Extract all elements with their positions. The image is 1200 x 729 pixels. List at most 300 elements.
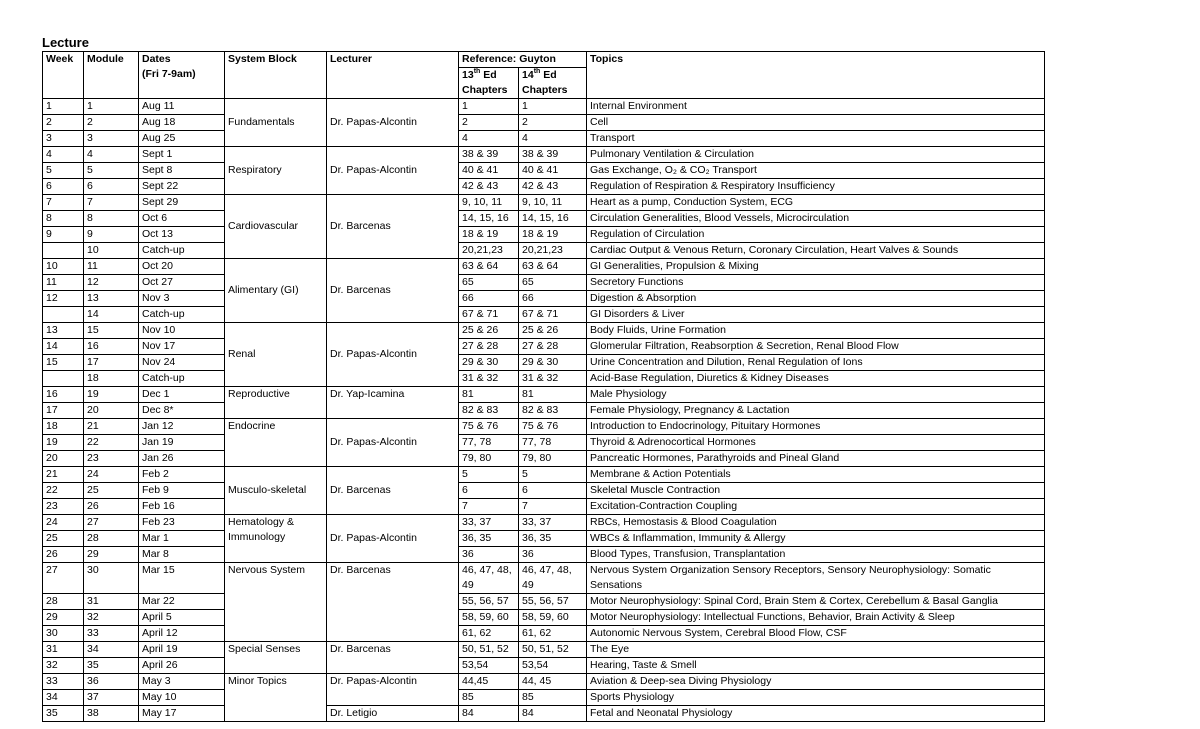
- cell-system-block: Minor Topics: [225, 674, 327, 722]
- cell-ch14: 36, 35: [519, 531, 587, 547]
- cell-lecturer: Dr. Papas-Alcontin: [327, 99, 459, 147]
- cell-ch14: 55, 56, 57: [519, 594, 587, 610]
- cell-system-block: Cardiovascular: [225, 195, 327, 259]
- cell-ch14: 75 & 76: [519, 419, 587, 435]
- table-row: [43, 179, 1045, 195]
- cell-date: Jan 12: [139, 419, 225, 435]
- cell-date: April 19: [139, 642, 225, 658]
- cell-ch14: 84: [519, 706, 587, 722]
- cell-week: [43, 243, 84, 259]
- table-row: [43, 115, 1045, 131]
- cell-ch13: 6: [459, 483, 519, 499]
- cell-lecturer: Dr. Barcenas: [327, 467, 459, 515]
- cell-lecturer: Dr. Letigio: [327, 706, 459, 722]
- cell-module: 35: [84, 658, 139, 674]
- cell-ch13: 53,54: [459, 658, 519, 674]
- cell-week: 21: [43, 467, 84, 483]
- cell-ch14: 20,21,23: [519, 243, 587, 259]
- table-row: [43, 690, 1045, 706]
- cell-ch13: 25 & 26: [459, 323, 519, 339]
- cell-system-block: Reproductive: [225, 387, 327, 419]
- cell-module: 7: [84, 195, 139, 211]
- cell-ch13: 66: [459, 291, 519, 307]
- table-row: [43, 626, 1045, 642]
- cell-lecturer: Dr. Barcenas: [327, 195, 459, 259]
- cell-date: Mar 8: [139, 547, 225, 563]
- header-14th-ed: 14th Ed: [519, 68, 587, 84]
- cell-module: 24: [84, 467, 139, 483]
- cell-module: 32: [84, 610, 139, 626]
- table-row: [43, 451, 1045, 467]
- cell-date: Feb 9: [139, 483, 225, 499]
- table-row: [43, 658, 1045, 674]
- cell-date: Oct 20: [139, 259, 225, 275]
- cell-module: 18: [84, 371, 139, 387]
- schedule-body: [43, 99, 1045, 722]
- cell-date: Aug 25: [139, 131, 225, 147]
- cell-ch13: 42 & 43: [459, 179, 519, 195]
- cell-ch14: 2: [519, 115, 587, 131]
- cell-week: 24: [43, 515, 84, 531]
- cell-system-block: Alimentary (GI): [225, 259, 327, 323]
- cell-topic: Pulmonary Ventilation & Circulation: [587, 147, 1045, 163]
- cell-topic: Autonomic Nervous System, Cerebral Blood Flow, CSF: [587, 626, 1045, 642]
- cell-module: 10: [84, 243, 139, 259]
- cell-system-block: Musculo-skeletal: [225, 467, 327, 515]
- table-row: [43, 674, 1045, 690]
- cell-lecturer: Dr. Papas-Alcontin: [327, 674, 459, 706]
- cell-topic: Regulation of Respiration & Respiratory Insufficiency: [587, 179, 1045, 195]
- cell-date: Aug 11: [139, 99, 225, 115]
- cell-module: 30: [84, 563, 139, 594]
- cell-ch14: 5: [519, 467, 587, 483]
- table-row: [43, 323, 1045, 339]
- page-title: Lecture: [42, 35, 89, 50]
- cell-module: 15: [84, 323, 139, 339]
- cell-module: 13: [84, 291, 139, 307]
- cell-date: Mar 22: [139, 594, 225, 610]
- cell-ch13: 38 & 39: [459, 147, 519, 163]
- cell-topic: Regulation of Circulation: [587, 227, 1045, 243]
- cell-week: 20: [43, 451, 84, 467]
- cell-topic: Cell: [587, 115, 1045, 131]
- table-row: [43, 195, 1045, 211]
- header-dates: [139, 52, 225, 99]
- cell-ch14: 82 & 83: [519, 403, 587, 419]
- cell-week: 5: [43, 163, 84, 179]
- cell-date: Oct 27: [139, 275, 225, 291]
- cell-week: 22: [43, 483, 84, 499]
- table-row: [43, 594, 1045, 610]
- cell-ch13: 75 & 76: [459, 419, 519, 435]
- cell-week: 4: [43, 147, 84, 163]
- cell-ch14: 67 & 71: [519, 307, 587, 323]
- cell-topic: Excitation-Contraction Coupling: [587, 499, 1045, 515]
- cell-date: Jan 26: [139, 451, 225, 467]
- cell-ch14: 29 & 30: [519, 355, 587, 371]
- cell-topic: Sports Physiology: [587, 690, 1045, 706]
- cell-ch13: 46, 47, 48, 49: [459, 563, 519, 594]
- cell-system-block: Special Senses: [225, 642, 327, 674]
- cell-week: 30: [43, 626, 84, 642]
- cell-week: 2: [43, 115, 84, 131]
- cell-ch14: 44, 45: [519, 674, 587, 690]
- cell-date: Aug 18: [139, 115, 225, 131]
- cell-lecturer: Dr. Papas-Alcontin: [327, 419, 459, 467]
- cell-topic: WBCs & Inflammation, Immunity & Allergy: [587, 531, 1045, 547]
- header-dates-label: Dates: [142, 53, 171, 65]
- cell-ch14: 33, 37: [519, 515, 587, 531]
- table-row: [43, 499, 1045, 515]
- cell-system-block: Fundamentals: [225, 99, 327, 147]
- cell-lecturer: Dr. Papas-Alcontin: [327, 515, 459, 563]
- cell-topic: Skeletal Muscle Contraction: [587, 483, 1045, 499]
- cell-ch14: 36: [519, 547, 587, 563]
- cell-date: April 5: [139, 610, 225, 626]
- cell-module: 33: [84, 626, 139, 642]
- cell-ch13: 14, 15, 16: [459, 211, 519, 227]
- cell-week: 3: [43, 131, 84, 147]
- cell-ch14: 1: [519, 99, 587, 115]
- cell-week: 16: [43, 387, 84, 403]
- cell-ch13: 58, 59, 60: [459, 610, 519, 626]
- cell-week: 23: [43, 499, 84, 515]
- header-14th-chapters: Chapters: [519, 83, 587, 99]
- cell-module: 22: [84, 435, 139, 451]
- cell-topic: Circulation Generalities, Blood Vessels, Microcirculation: [587, 211, 1045, 227]
- cell-ch14: 27 & 28: [519, 339, 587, 355]
- cell-week: 25: [43, 531, 84, 547]
- cell-module: 11: [84, 259, 139, 275]
- cell-ch14: 31 & 32: [519, 371, 587, 387]
- cell-week: 6: [43, 179, 84, 195]
- cell-date: April 12: [139, 626, 225, 642]
- cell-topic: Glomerular Filtration, Reabsorption & Secretion, Renal Blood Flow: [587, 339, 1045, 355]
- cell-date: May 10: [139, 690, 225, 706]
- cell-module: 21: [84, 419, 139, 435]
- cell-module: 34: [84, 642, 139, 658]
- table-row: [43, 435, 1045, 451]
- cell-ch13: 5: [459, 467, 519, 483]
- cell-date: Catch-up: [139, 371, 225, 387]
- cell-week: 19: [43, 435, 84, 451]
- cell-topic: Cardiac Output & Venous Return, Coronary Circulation, Heart Valves & Sounds: [587, 243, 1045, 259]
- cell-module: 25: [84, 483, 139, 499]
- cell-week: 11: [43, 275, 84, 291]
- cell-date: Mar 1: [139, 531, 225, 547]
- cell-topic: GI Generalities, Propulsion & Mixing: [587, 259, 1045, 275]
- cell-ch13: 33, 37: [459, 515, 519, 531]
- table-row: [43, 147, 1045, 163]
- cell-week: 12: [43, 291, 84, 307]
- cell-system-block: Respiratory: [225, 147, 327, 195]
- cell-lecturer: Dr. Yap-Icamina: [327, 387, 459, 419]
- cell-ch13: 2: [459, 115, 519, 131]
- cell-ch14: 9, 10, 11: [519, 195, 587, 211]
- cell-module: 8: [84, 211, 139, 227]
- table-row: [43, 419, 1045, 435]
- cell-ch13: 9, 10, 11: [459, 195, 519, 211]
- cell-topic: GI Disorders & Liver: [587, 307, 1045, 323]
- table-row: [43, 371, 1045, 387]
- cell-lecturer: Dr. Papas-Alcontin: [327, 147, 459, 195]
- header-week: Week: [43, 52, 84, 99]
- cell-topic: Transport: [587, 131, 1045, 147]
- cell-ch13: 84: [459, 706, 519, 722]
- cell-ch13: 18 & 19: [459, 227, 519, 243]
- header-lecturer: Lecturer: [327, 52, 459, 99]
- table-row: [43, 275, 1045, 291]
- cell-topic: The Eye: [587, 642, 1045, 658]
- table-row: [43, 227, 1045, 243]
- cell-date: Nov 3: [139, 291, 225, 307]
- cell-week: 8: [43, 211, 84, 227]
- cell-ch13: 65: [459, 275, 519, 291]
- table-row: [43, 211, 1045, 227]
- cell-topic: Pancreatic Hormones, Parathyroids and Pineal Gland: [587, 451, 1045, 467]
- cell-module: 23: [84, 451, 139, 467]
- cell-module: 12: [84, 275, 139, 291]
- cell-ch14: 65: [519, 275, 587, 291]
- cell-date: Nov 24: [139, 355, 225, 371]
- cell-ch13: 29 & 30: [459, 355, 519, 371]
- cell-ch13: 7: [459, 499, 519, 515]
- cell-week: 28: [43, 594, 84, 610]
- cell-week: 14: [43, 339, 84, 355]
- cell-date: Dec 1: [139, 387, 225, 403]
- cell-module: 29: [84, 547, 139, 563]
- cell-date: April 26: [139, 658, 225, 674]
- cell-module: 14: [84, 307, 139, 323]
- cell-week: 17: [43, 403, 84, 419]
- cell-module: 27: [84, 515, 139, 531]
- cell-ch14: 18 & 19: [519, 227, 587, 243]
- cell-ch13: 1: [459, 99, 519, 115]
- table-row: [43, 291, 1045, 307]
- cell-topic: Motor Neurophysiology: Spinal Cord, Brain Stem & Cortex, Cerebellum & Basal Ganglia: [587, 594, 1045, 610]
- cell-topic: Aviation & Deep-sea Diving Physiology: [587, 674, 1045, 690]
- cell-ch14: 77, 78: [519, 435, 587, 451]
- cell-ch13: 36: [459, 547, 519, 563]
- cell-week: 18: [43, 419, 84, 435]
- cell-date: Feb 16: [139, 499, 225, 515]
- cell-system-block: Renal: [225, 323, 327, 387]
- cell-lecturer: Dr. Barcenas: [327, 563, 459, 642]
- table-row: [43, 243, 1045, 259]
- table-row: [43, 610, 1045, 626]
- cell-date: May 3: [139, 674, 225, 690]
- cell-module: 17: [84, 355, 139, 371]
- table-row: [43, 706, 1045, 722]
- cell-ch14: 46, 47, 48, 49: [519, 563, 587, 594]
- cell-ch14: 50, 51, 52: [519, 642, 587, 658]
- cell-ch13: 81: [459, 387, 519, 403]
- cell-module: 37: [84, 690, 139, 706]
- cell-date: Jan 19: [139, 435, 225, 451]
- cell-topic: Membrane & Action Potentials: [587, 467, 1045, 483]
- cell-date: Oct 6: [139, 211, 225, 227]
- table-row: [43, 403, 1045, 419]
- cell-date: Catch-up: [139, 307, 225, 323]
- cell-week: 10: [43, 259, 84, 275]
- header-dates-sub: (Fri 7-9am): [142, 68, 196, 80]
- cell-week: 32: [43, 658, 84, 674]
- cell-date: Sept 29: [139, 195, 225, 211]
- cell-ch13: 31 & 32: [459, 371, 519, 387]
- cell-module: 1: [84, 99, 139, 115]
- cell-ch14: 4: [519, 131, 587, 147]
- table-row: [43, 339, 1045, 355]
- cell-topic: Secretory Functions: [587, 275, 1045, 291]
- cell-week: 26: [43, 547, 84, 563]
- cell-topic: RBCs, Hemostasis & Blood Coagulation: [587, 515, 1045, 531]
- cell-date: Sept 1: [139, 147, 225, 163]
- cell-topic: Urine Concentration and Dilution, Renal Regulation of Ions: [587, 355, 1045, 371]
- cell-week: 7: [43, 195, 84, 211]
- cell-date: Mar 15: [139, 563, 225, 594]
- cell-topic: Digestion & Absorption: [587, 291, 1045, 307]
- cell-ch13: 44,45: [459, 674, 519, 690]
- cell-lecturer: Dr. Barcenas: [327, 259, 459, 323]
- cell-ch14: 66: [519, 291, 587, 307]
- cell-topic: Fetal and Neonatal Physiology: [587, 706, 1045, 722]
- cell-ch14: 53,54: [519, 658, 587, 674]
- cell-topic: Internal Environment: [587, 99, 1045, 115]
- table-row: [43, 515, 1045, 531]
- cell-week: 1: [43, 99, 84, 115]
- cell-ch13: 55, 56, 57: [459, 594, 519, 610]
- cell-system-block: Endocrine: [225, 419, 327, 467]
- table-row: [43, 131, 1045, 147]
- cell-ch14: 40 & 41: [519, 163, 587, 179]
- cell-topic: Introduction to Endocrinology, Pituitary Hormones: [587, 419, 1045, 435]
- cell-topic: Hearing, Taste & Smell: [587, 658, 1045, 674]
- cell-ch13: 79, 80: [459, 451, 519, 467]
- cell-lecturer: Dr. Barcenas: [327, 642, 459, 674]
- cell-date: Sept 22: [139, 179, 225, 195]
- cell-week: 33: [43, 674, 84, 690]
- cell-date: Sept 8: [139, 163, 225, 179]
- cell-topic: Body Fluids, Urine Formation: [587, 323, 1045, 339]
- cell-topic: Gas Exchange, O₂ & CO₂ Transport: [587, 163, 1045, 179]
- cell-ch13: 4: [459, 131, 519, 147]
- cell-module: 4: [84, 147, 139, 163]
- cell-module: 16: [84, 339, 139, 355]
- header-13th-chapters: Chapters: [459, 83, 519, 99]
- cell-ch13: 50, 51, 52: [459, 642, 519, 658]
- cell-module: 5: [84, 163, 139, 179]
- cell-topic: Thyroid & Adrenocortical Hormones: [587, 435, 1045, 451]
- table-row: [43, 483, 1045, 499]
- cell-module: 20: [84, 403, 139, 419]
- cell-ch14: 6: [519, 483, 587, 499]
- cell-module: 6: [84, 179, 139, 195]
- cell-ch14: 79, 80: [519, 451, 587, 467]
- cell-system-block: Hematology & Immunology: [225, 515, 327, 563]
- table-row: [43, 642, 1045, 658]
- cell-ch13: 77, 78: [459, 435, 519, 451]
- table-row: [43, 563, 1045, 594]
- table-row: [43, 99, 1045, 115]
- cell-ch13: 67 & 71: [459, 307, 519, 323]
- cell-ch14: 42 & 43: [519, 179, 587, 195]
- cell-week: 15: [43, 355, 84, 371]
- cell-ch13: 63 & 64: [459, 259, 519, 275]
- cell-week: 13: [43, 323, 84, 339]
- table-row: [43, 163, 1045, 179]
- cell-module: 28: [84, 531, 139, 547]
- table-row: [43, 531, 1045, 547]
- cell-ch13: 61, 62: [459, 626, 519, 642]
- cell-ch14: 85: [519, 690, 587, 706]
- cell-week: [43, 371, 84, 387]
- cell-module: 19: [84, 387, 139, 403]
- cell-module: 9: [84, 227, 139, 243]
- cell-date: Feb 23: [139, 515, 225, 531]
- cell-ch14: 81: [519, 387, 587, 403]
- cell-date: Dec 8*: [139, 403, 225, 419]
- table-row: [43, 467, 1045, 483]
- cell-date: Nov 10: [139, 323, 225, 339]
- cell-ch14: 14, 15, 16: [519, 211, 587, 227]
- header-module: Module: [84, 52, 139, 99]
- cell-ch14: 58, 59, 60: [519, 610, 587, 626]
- cell-module: 26: [84, 499, 139, 515]
- cell-ch13: 36, 35: [459, 531, 519, 547]
- table-row: [43, 307, 1045, 323]
- cell-ch13: 20,21,23: [459, 243, 519, 259]
- lecture-schedule-table: [42, 51, 1045, 722]
- table-row: [43, 259, 1045, 275]
- cell-module: 31: [84, 594, 139, 610]
- header-topics: Topics: [587, 52, 1045, 99]
- cell-ch14: 38 & 39: [519, 147, 587, 163]
- cell-ch14: 7: [519, 499, 587, 515]
- cell-ch13: 82 & 83: [459, 403, 519, 419]
- cell-module: 36: [84, 674, 139, 690]
- table-row: [43, 547, 1045, 563]
- header-reference: Reference: Guyton: [459, 52, 587, 68]
- cell-ch14: 25 & 26: [519, 323, 587, 339]
- cell-week: 31: [43, 642, 84, 658]
- cell-date: Catch-up: [139, 243, 225, 259]
- header-system-block: System Block: [225, 52, 327, 99]
- header-13th-ed: 13th Ed: [459, 68, 519, 84]
- cell-week: 9: [43, 227, 84, 243]
- table-row: [43, 355, 1045, 371]
- cell-week: 35: [43, 706, 84, 722]
- cell-date: Oct 13: [139, 227, 225, 243]
- table-row: [43, 387, 1045, 403]
- cell-topic: Blood Types, Transfusion, Transplantation: [587, 547, 1045, 563]
- cell-module: 3: [84, 131, 139, 147]
- cell-system-block: Nervous System: [225, 563, 327, 642]
- cell-ch14: 63 & 64: [519, 259, 587, 275]
- cell-date: Nov 17: [139, 339, 225, 355]
- cell-week: 34: [43, 690, 84, 706]
- cell-topic: Acid-Base Regulation, Diuretics & Kidney Diseases: [587, 371, 1045, 387]
- cell-module: 38: [84, 706, 139, 722]
- cell-topic: Female Physiology, Pregnancy & Lactation: [587, 403, 1045, 419]
- cell-week: 27: [43, 563, 84, 594]
- cell-topic: Male Physiology: [587, 387, 1045, 403]
- cell-date: Feb 2: [139, 467, 225, 483]
- cell-week: 29: [43, 610, 84, 626]
- cell-week: [43, 307, 84, 323]
- cell-topic: Heart as a pump, Conduction System, ECG: [587, 195, 1045, 211]
- cell-topic: Motor Neurophysiology: Intellectual Functions, Behavior, Brain Activity & Sleep: [587, 610, 1045, 626]
- cell-lecturer: Dr. Papas-Alcontin: [327, 323, 459, 387]
